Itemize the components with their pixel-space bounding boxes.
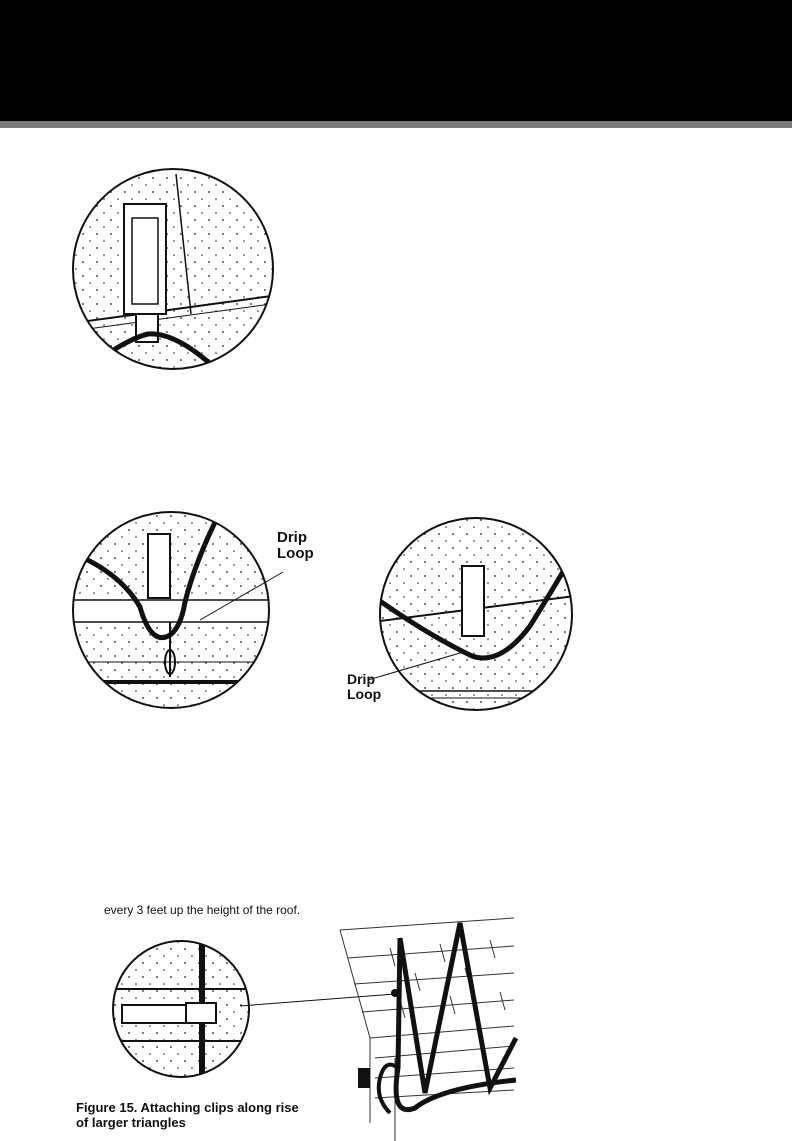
page-header-bar <box>0 0 792 121</box>
figure15-top-text: every 3 feet up the height of the roof. <box>104 903 301 917</box>
drip-loop-label-1: Drip Loop <box>277 529 314 562</box>
drip-loop-gutter-illustration <box>70 512 275 712</box>
drip-loop-label-2: Drip Loop <box>347 671 382 702</box>
figure15-caption: Figure 15. Attaching clips along rise of larger triangles <box>76 1100 299 1130</box>
drip-loop-roof-edge-illustration <box>380 516 575 714</box>
clip-along-rise-illustration <box>112 931 252 1089</box>
roof-clip-closeup-illustration <box>66 174 286 374</box>
header-rule <box>0 121 792 128</box>
